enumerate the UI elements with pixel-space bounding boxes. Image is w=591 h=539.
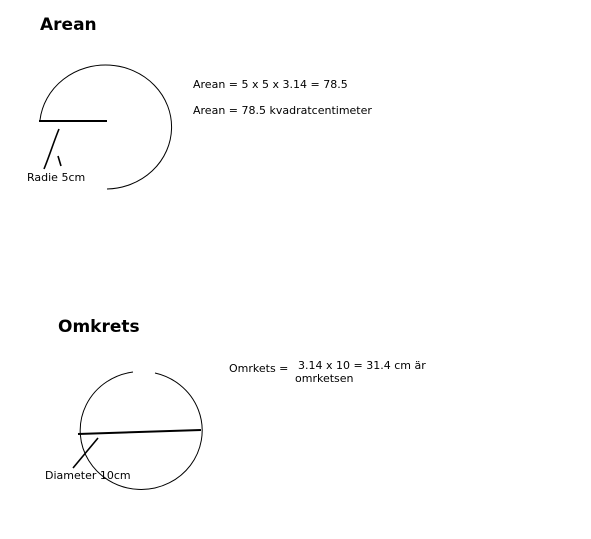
circumference-formula-prefix: Omrkets = (229, 362, 289, 375)
circumference-formula-line-1: 3.14 x 10 = 31.4 cm är (298, 359, 426, 372)
circumference-heading: Omkrets (58, 317, 140, 337)
radius-pointer (44, 129, 61, 169)
radius-label: Radie 5cm (27, 171, 86, 184)
area-heading: Arean (40, 15, 97, 35)
diameter-pointer (73, 438, 98, 468)
area-formula-line-2: Arean = 78.5 kvadratcentimeter (193, 104, 372, 117)
diameter-line (78, 430, 201, 434)
diameter-label: Diameter 10cm (45, 469, 131, 482)
circumference-formula-line-2: omrketsen (295, 372, 354, 385)
area-formula-line-1: Arean = 5 x 5 x 3.14 = 78.5 (193, 78, 348, 91)
